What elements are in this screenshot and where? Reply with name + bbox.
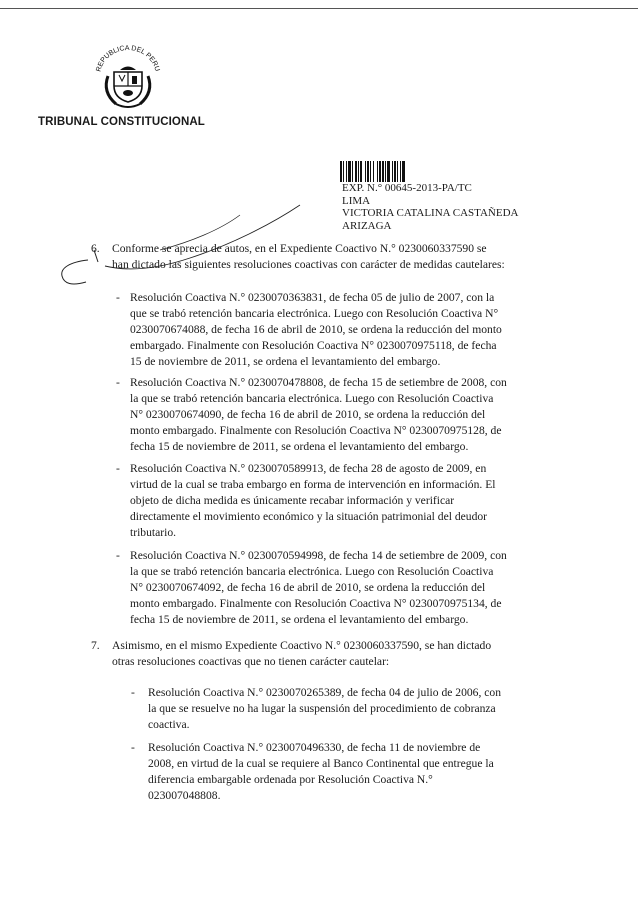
case-party-line2: ARIZAGA — [342, 219, 392, 232]
paragraph-7-line2: otras resoluciones coactivas que no tienen carácter cautelar: — [112, 655, 390, 668]
paragraph-7-line1: Asimismo, en el mismo Expediente Coactivo N.° 0230060337590, se han dictado — [112, 639, 492, 652]
coat-of-arms-seal-icon — [88, 42, 168, 112]
paragraph-6-line1: Conforme se aprecia de autos, en el Expediente Coactivo N.° 0230060337590 se — [112, 242, 487, 255]
bullet-text-line: Resolución Coactiva N.° 0230070496330, de fecha 11 de noviembre de — [148, 741, 481, 754]
barcode-icon — [340, 161, 430, 182]
bullet-dash: - — [116, 291, 120, 304]
paragraph-7-number: 7. — [91, 639, 100, 652]
bullet-text-line: Resolución Coactiva N.° 0230070363831, de fecha 05 de julio de 2007, con la — [130, 291, 495, 304]
bullet-text-line: monto embargado. Finalmente con Resolución Coactiva N° 0230070975134, de — [130, 597, 502, 610]
bullet-dash: - — [131, 741, 135, 754]
bullet-text-line: 2008, en virtud de la cual se requiere al Banco Continental que entregue la — [148, 757, 494, 770]
case-number: EXP. N.° 00645-2013-PA/TC — [342, 182, 472, 194]
bullet-text-line: tributario. — [130, 526, 177, 539]
bullet-text-line: 023007048808. — [148, 789, 221, 802]
bullet-dash: - — [116, 376, 120, 389]
bullet-text-line: fecha 15 de noviembre de 2011, se ordena el levantamiento del embargo. — [130, 613, 469, 626]
bullet-text-line: fecha 15 de noviembre de 2011, se ordena el levantamiento del embargo. — [130, 440, 469, 453]
bullet-text-line: embargado. Finalmente con Resolución Coactiva N° 0230070975118, de fecha — [130, 339, 497, 352]
case-city: LIMA — [342, 194, 371, 207]
bullet-text-line: 0230070674088, de fecha 16 de abril de 2010, se ordena la reducción del monto — [130, 323, 502, 336]
bullet-text-line: N° 0230070674090, de fecha 16 de abril de 2010, se ordena la reducción del — [130, 408, 486, 421]
bullet-text-line: directamente el movimiento económico y la situación patrimonial del deudor — [130, 510, 488, 523]
case-header — [342, 182, 518, 232]
bullet-text-line: Resolución Coactiva N.° 0230070265389, de fecha 04 de julio de 2006, con — [148, 686, 502, 699]
institution-name: TRIBUNAL CONSTITUCIONAL — [38, 116, 205, 128]
bullet-text-line: la que se trabó retención bancaria electrónica. Luego con Resolución Coactiva — [130, 392, 494, 405]
bullet-dash: - — [116, 549, 120, 562]
bullet-text-line: diferencia embargable ordenada por Resolución Coactiva N.° — [148, 773, 433, 786]
bullet-text-line: virtud de la cual se traba embargo en forma de intervención en información. El — [130, 478, 496, 491]
bullet-text-line: objeto de dicha medida es únicamente recabar información y verificar — [130, 494, 455, 507]
bullet-text-line: 15 de noviembre de 2011, se ordena el levantamiento del embargo. — [130, 355, 441, 368]
bullet-text-line: coactiva. — [148, 718, 190, 731]
bullet-text-line: la que se trabó retención bancaria electrónica. Luego con Resolución Coactiva — [130, 565, 494, 578]
top-rule — [0, 8, 638, 9]
paragraph-6-number: 6. — [91, 242, 100, 255]
svg-text:REPUBLICA DEL PERU: REPUBLICA DEL PERU — [95, 44, 161, 73]
bullet-dash: - — [131, 686, 135, 699]
bullet-text-line: N° 0230070674092, de fecha 16 de abril de 2010, se ordena la reducción del — [130, 581, 486, 594]
bullet-dash: - — [116, 462, 120, 475]
bullet-text-line: que se trabó retención bancaria electrónica. Luego con Resolución Coactiva N° — [130, 307, 499, 320]
case-party-line1: VICTORIA CATALINA CASTAÑEDA — [342, 207, 519, 220]
bullet-text-line: Resolución Coactiva N.° 0230070594998, de fecha 14 de setiembre de 2009, con — [130, 549, 507, 562]
bullet-text-line: Resolución Coactiva N.° 0230070589913, de fecha 28 de agosto de 2009, en — [130, 462, 487, 475]
bullet-text-line: la que se resuelve no ha lugar la suspensión del procedimiento de cobranza — [148, 702, 496, 715]
bullet-text-line: monto embargado. Finalmente con Resolución Coactiva N° 0230070975128, de — [130, 424, 502, 437]
paragraph-6-line2: han dictado las siguientes resoluciones coactivas con carácter de medidas cautelares: — [112, 258, 505, 271]
bullet-text-line: Resolución Coactiva N.° 0230070478808, de fecha 15 de setiembre de 2008, con — [130, 376, 507, 389]
